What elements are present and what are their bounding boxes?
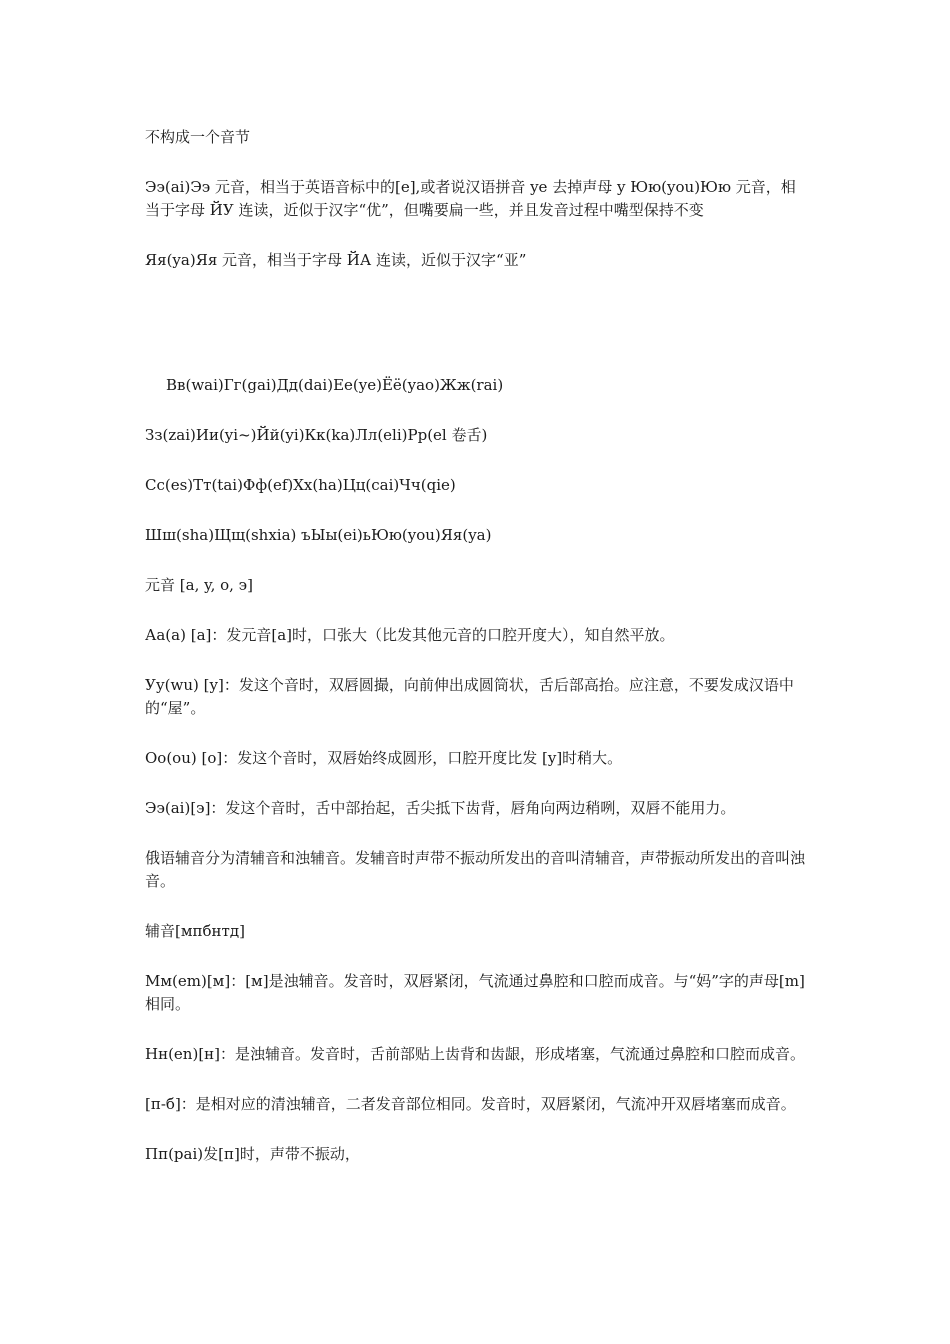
paragraph-vowel-e: Ээ(ai)[э]：发这个音时，舌中部抬起，舌尖抵下齿背，唇角向两边稍咧，双唇不能用力。 <box>145 799 736 817</box>
section-heading-consonants: 辅音[мпбнтд] <box>145 922 245 940</box>
paragraph-vowel-a: Аа(a) [a]：发元音[a]时，口张大（比发其他元音的口腔开度大），知自然平放。 <box>145 626 675 644</box>
paragraph-consonant-p: Пп(pai)发[п]时，声带不振动， <box>145 1145 360 1163</box>
alphabet-row-3: Сс(es)Тт(tai)Фф(ef)Хх(ha)Цц(cai)Чч(qie) <box>145 476 456 494</box>
paragraph-intro: 不构成一个音节 <box>145 128 251 146</box>
paragraph-consonant-p-b: [п-б]：是相对应的清浊辅音，二者发音部位相同。发音时，双唇紧闭，气流冲开双唇堵塞而成音。 <box>145 1095 796 1113</box>
paragraph-vowel-e-yu: Ээ(ai)Ээ 元音，相当于英语音标中的[e],或者说汉语拼音 ye 去掉声母 y Юю(you)Юю 元音，相当于字母 ЙУ 连读，近似于汉字“优”，但嘴要扁一些，并且发音过程中嘴型保持不变 <box>145 178 796 219</box>
paragraph-consonant-m: Мм(em)[м]：[м]是浊辅音。发音时，双唇紧闭，气流通过鼻腔和口腔而成音。与“妈”字的声母[m]相同。 <box>145 972 805 1013</box>
alphabet-row-4: Шш(sha)Щщ(shxia) ъЫы(ei)ьЮю(you)Яя(ya) <box>145 526 492 544</box>
alphabet-row-1: Вв(wai)Гг(gai)Дд(dai)Ее(ye)Ёё(yao)Жж(rai) <box>166 376 504 394</box>
paragraph-vowel-u: Уу(wu) [y]：发这个音时，双唇圆撮，向前伸出成圆筒状，舌后部高抬。应注意，不要发成汉语中的“屋”。 <box>145 676 794 717</box>
paragraph-vowel-o: Оо(ou) [o]：发这个音时，双唇始终成圆形，口腔开度比发 [y]时稍大。 <box>145 749 623 767</box>
alphabet-row-2: Зз(zai)Ии(yi~)Йй(yi)Кк(ka)Лл(eli)Рр(el 卷舌) <box>145 426 488 444</box>
paragraph-consonant-intro: 俄语辅音分为清辅音和浊辅音。发辅音时声带不振动所发出的音叫清辅音，声带振动所发出的音叫浊音。 <box>145 849 806 890</box>
section-heading-vowels: 元音 [a, y, o, э] <box>145 576 253 594</box>
paragraph-vowel-ya: Яя(ya)Яя 元音，相当于字母 ЙА 连读，近似于汉字“亚” <box>145 251 527 269</box>
document-page <box>145 126 810 1193</box>
paragraph-consonant-n: Нн(en)[н]：是浊辅音。发音时，舌前部贴上齿背和齿龈，形成堵塞，气流通过鼻腔和口腔而成音。 <box>145 1045 806 1063</box>
